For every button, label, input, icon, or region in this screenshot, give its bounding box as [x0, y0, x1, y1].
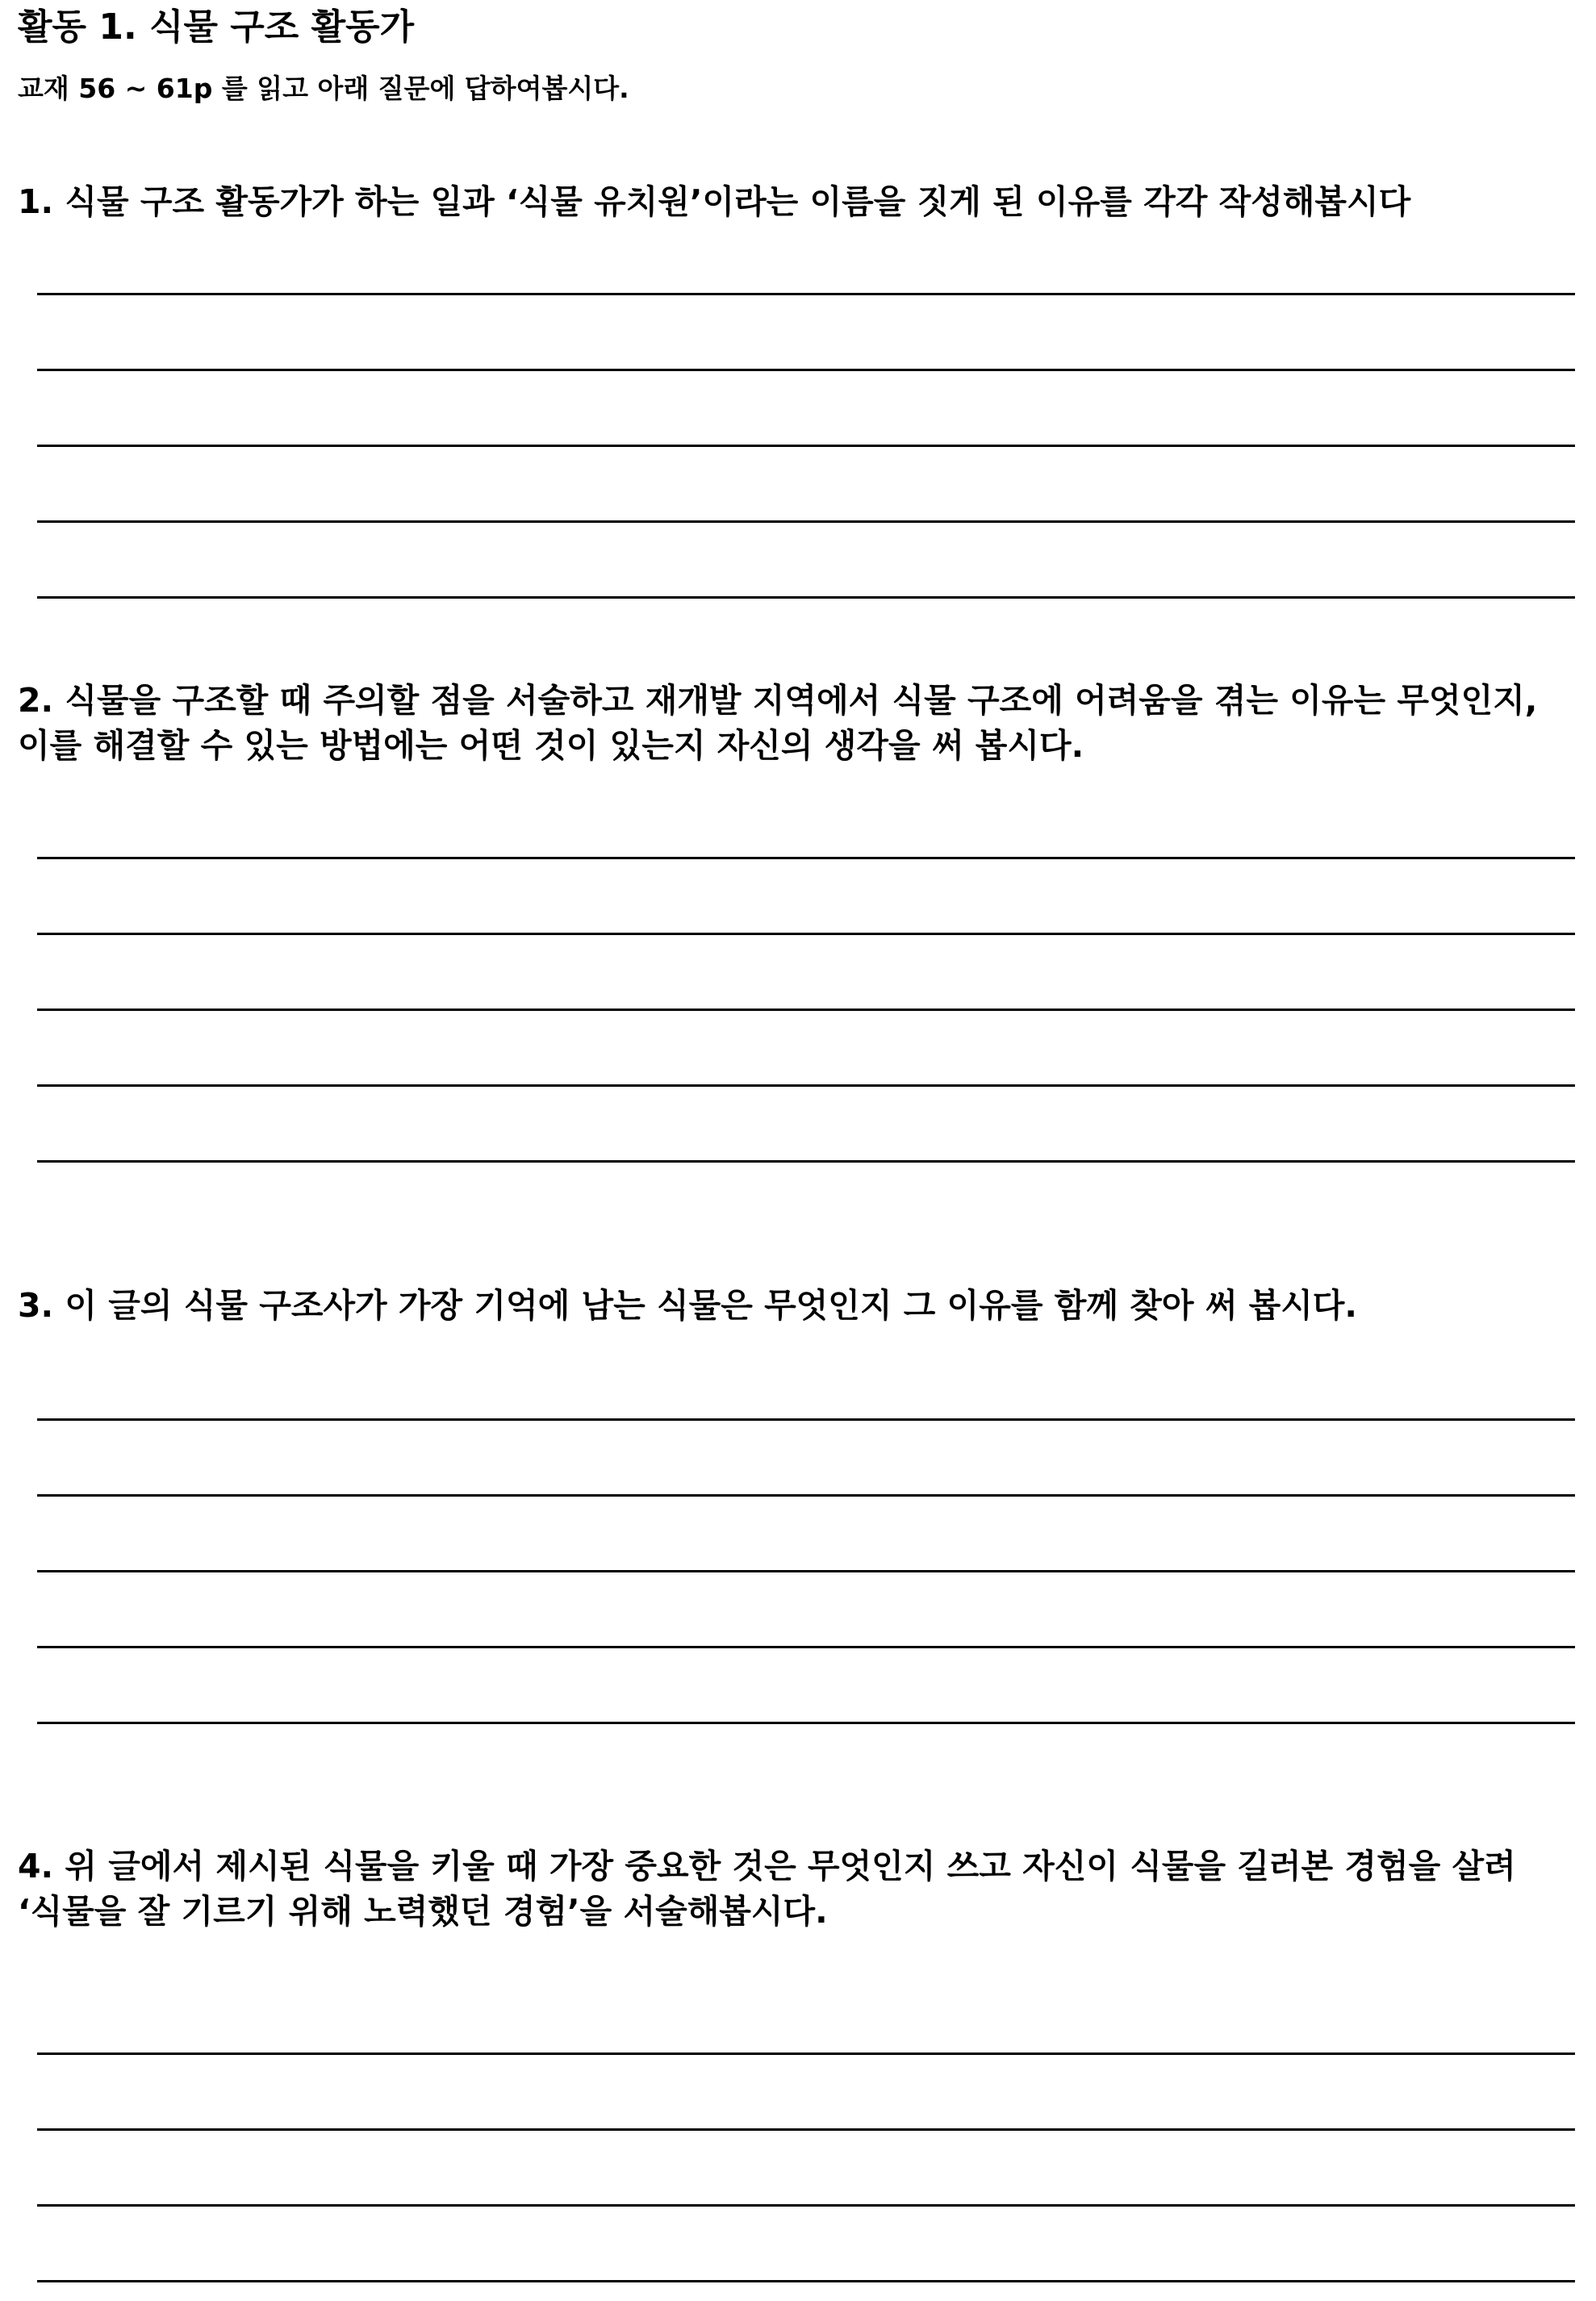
- question-1-prompt: 1. 식물 구조 활동가가 하는 일과 ‘식물 유치원’이라는 이름을 짓게 된 이유를 각각 작성해봅시다: [18, 182, 1411, 221]
- question-1-answer-line-2[interactable]: [37, 369, 1575, 371]
- question-2-answer-line-3[interactable]: [37, 1009, 1575, 1011]
- question-3-answer-line-2[interactable]: [37, 1494, 1575, 1497]
- question-4-answer-line-1[interactable]: [37, 2053, 1575, 2055]
- question-2-answer-line-1[interactable]: [37, 857, 1575, 859]
- question-2-prompt: 2. 식물을 구조할 때 주의할 점을 서술하고 재개발 지역에서 식물 구조에 어려움을 겪는 이유는 무엇인지, 이를 해결할 수 있는 방법에는 어떤 것이 있는지 자신의 생각을 써 봅시다.: [18, 681, 1538, 765]
- question-4-answer-line-4[interactable]: [37, 2280, 1575, 2282]
- question-1-answer-line-1[interactable]: [37, 293, 1575, 295]
- question-3-answer-line-1[interactable]: [37, 1418, 1575, 1421]
- question-1-answer-line-3[interactable]: [37, 445, 1575, 447]
- question-4-answer-line-2[interactable]: [37, 2128, 1575, 2131]
- question-4-answer-line-3[interactable]: [37, 2204, 1575, 2207]
- question-3-answer-line-5[interactable]: [37, 1722, 1575, 1724]
- question-2-answer-line-2[interactable]: [37, 933, 1575, 935]
- question-2-answer-line-4[interactable]: [37, 1084, 1575, 1087]
- question-2-answer-line-5[interactable]: [37, 1160, 1575, 1163]
- question-3-prompt: 3. 이 글의 식물 구조사가 가장 기억에 남는 식물은 무엇인지 그 이유를 함께 찾아 써 봅시다.: [18, 1286, 1357, 1325]
- question-1-answer-line-5[interactable]: [37, 596, 1575, 599]
- question-3-answer-line-4[interactable]: [37, 1646, 1575, 1648]
- question-3-answer-line-3[interactable]: [37, 1570, 1575, 1572]
- activity-title: 활동 1. 식물 구조 활동가: [18, 6, 415, 48]
- reading-instruction: 교재 56 ~ 61p 를 읽고 아래 질문에 답하여봅시다.: [18, 73, 629, 104]
- question-4-prompt: 4. 위 글에서 제시된 식물을 키울 때 가장 중요한 것은 무엇인지 쓰고 자신이 식물을 길러본 경험을 살려 ‘식물을 잘 기르기 위해 노력했던 경험’을 서술해봅시다.: [18, 1847, 1516, 1931]
- question-1-answer-line-4[interactable]: [37, 520, 1575, 523]
